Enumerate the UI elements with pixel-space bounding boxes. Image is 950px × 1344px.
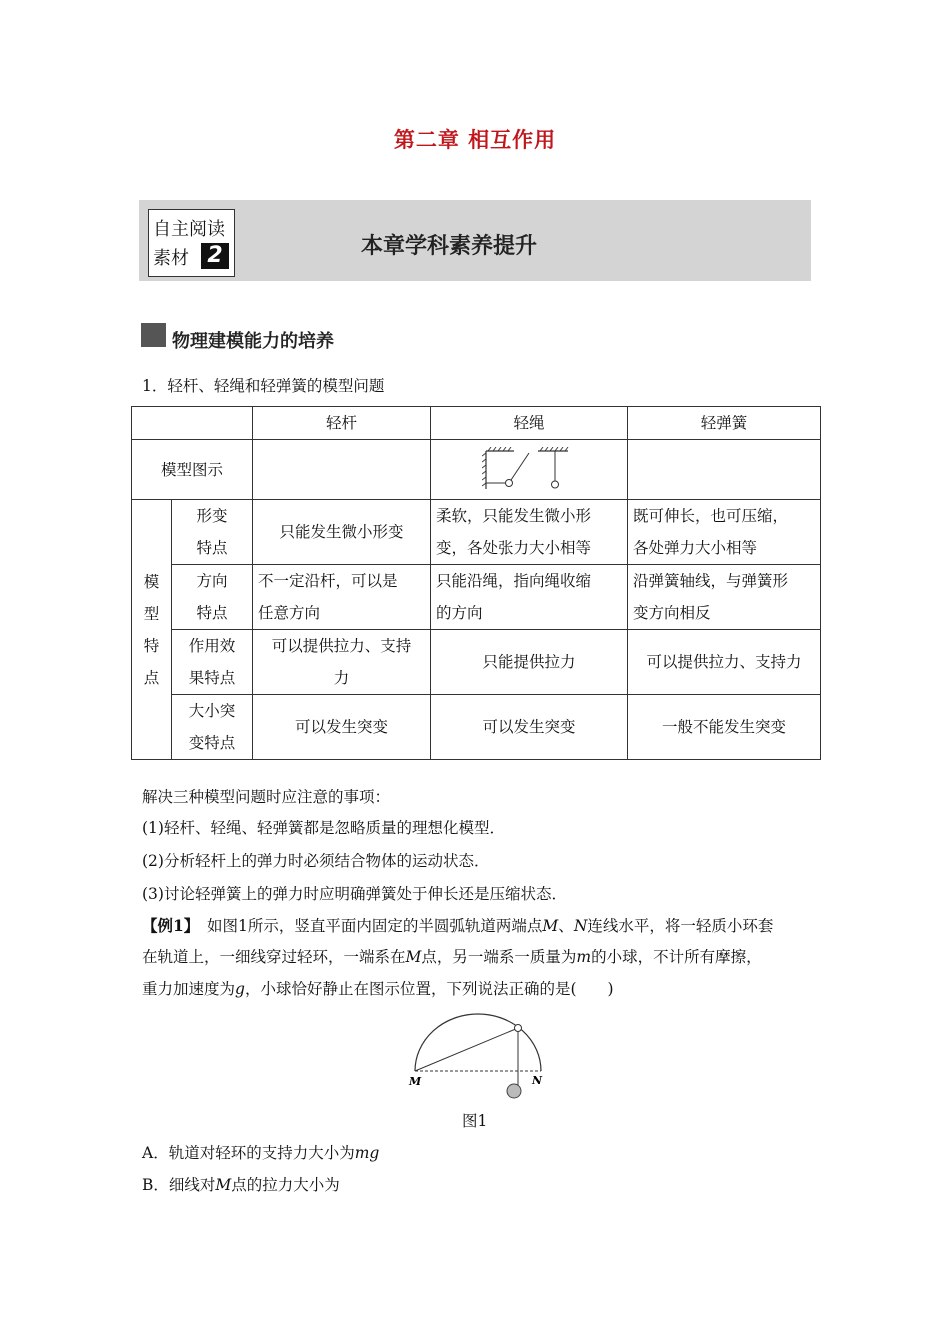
cell-line: 力 — [333, 669, 350, 687]
cell-line: 一般不能发生突变 — [661, 718, 786, 736]
note-item: (1)轻杆、轻绳、轻弹簧都是忽略质量的理想化模型． — [142, 819, 505, 837]
label-N: N — [532, 1074, 543, 1087]
semicircle-figure — [405, 1008, 555, 1103]
cell-line: 可以发生突变 — [294, 718, 388, 736]
row-label-line: 作用效 — [188, 637, 236, 655]
model-table — [131, 406, 821, 760]
figure-caption: 图1 — [462, 1112, 488, 1130]
table-cell — [431, 565, 628, 630]
var-m: m — [576, 948, 592, 966]
cell-line: 可以提供拉力、支持 — [271, 637, 412, 655]
table-cell — [253, 500, 431, 565]
note-item: (3)讨论轻弹簧上的弹力时应明确弹簧处于伸长还是压缩状态． — [142, 885, 567, 903]
badge-number: 2 — [201, 243, 229, 269]
cell-line: 不一定沿杆，可以是 — [258, 572, 398, 590]
badge-line2: 素材 — [153, 248, 189, 269]
group-label-char: 模 — [143, 572, 160, 591]
cell-line: 只能沿绳，指向绳收缩 — [436, 572, 592, 590]
example-line-3 — [142, 979, 614, 999]
option-a — [142, 1143, 379, 1163]
cell-line: 可以提供拉力、支持力 — [646, 653, 802, 671]
row-label-line: 形变 — [196, 507, 228, 525]
header-rope: 轻绳 — [431, 407, 628, 440]
example-text: 如图1所示，竖直平面内固定的半圆弧轨道两端点 — [191, 917, 543, 935]
example-line-2 — [142, 947, 762, 967]
example-line-1 — [142, 916, 773, 936]
group-label-char: 点 — [143, 668, 160, 687]
row-label-line: 大小突 — [188, 702, 236, 720]
reading-badge — [148, 209, 235, 277]
section-marker-icon — [141, 323, 166, 347]
label-M: M — [409, 1075, 422, 1088]
cell-line: 沿弹簧轴线，与弹簧形 — [633, 572, 789, 590]
diagram-row-label: 模型图示 — [132, 440, 253, 500]
row-label-line: 变特点 — [188, 734, 236, 752]
example-tag: 【例1】 — [142, 916, 192, 935]
cell-line: 任意方向 — [258, 604, 321, 622]
table-cell — [628, 630, 821, 695]
banner-title: 本章学科素养提升 — [361, 234, 538, 259]
var-N: N — [573, 917, 588, 935]
cell-line: 变，各处张力大小相等 — [436, 539, 592, 557]
row-label-line: 特点 — [196, 604, 228, 622]
chapter-title: 第二章 相互作用 — [393, 128, 557, 152]
table-corner-cell — [132, 407, 253, 440]
example-text: 点，另一端系一质量为 — [421, 948, 577, 966]
var-g: g — [235, 980, 245, 998]
row-label — [172, 565, 253, 630]
row-label-line: 果特点 — [188, 669, 236, 687]
table-cell — [431, 630, 628, 695]
header-spring: 轻弹簧 — [628, 407, 821, 440]
rope-diagram — [482, 447, 576, 493]
header-rod: 轻杆 — [253, 407, 431, 440]
diagram-cell-rod — [253, 440, 431, 500]
row-label — [172, 630, 253, 695]
example-text: 重力加速度为 — [142, 980, 236, 998]
option-text: B．细线对 — [142, 1176, 216, 1194]
cell-line: 既可伸长，也可压缩， — [633, 507, 789, 525]
cell-line: 柔软，只能发生微小形 — [436, 507, 592, 525]
var-M: M — [215, 1176, 232, 1194]
table-cell — [628, 500, 821, 565]
example-text: ，小球恰好静止在图示位置，下列说法正确的是( ) — [244, 980, 614, 998]
table-cell — [628, 695, 821, 760]
var-M: M — [405, 948, 422, 966]
cell-line: 只能提供拉力 — [482, 653, 576, 671]
table-cell — [253, 695, 431, 760]
notes-intro: 解决三种模型问题时应注意的事项： — [142, 788, 391, 806]
var-mg: mg — [354, 1144, 380, 1162]
row-label-line: 方向 — [196, 572, 228, 590]
section-title: 物理建模能力的培养 — [172, 331, 334, 352]
heading-1: 1．轻杆、轻绳和轻弹簧的模型问题 — [142, 377, 385, 395]
var-M: M — [542, 917, 559, 935]
table-cell — [253, 565, 431, 630]
option-b — [142, 1175, 340, 1195]
cell-line: 各处弹力大小相等 — [633, 539, 758, 557]
diagram-cell-rope — [431, 440, 628, 500]
example-text: 在轨道上，一细线穿过轻环，一端系在 — [142, 948, 406, 966]
note-item: (2)分析轻杆上的弹力时必须结合物体的运动状态． — [142, 852, 490, 870]
badge-line1: 自主阅读 — [153, 219, 225, 240]
cell-line: 变方向相反 — [633, 604, 711, 622]
group-label-char: 型 — [143, 604, 160, 623]
example-text: 的小球，不计所有摩擦， — [591, 948, 762, 966]
group-label-char: 特 — [143, 636, 160, 655]
table-cell — [431, 695, 628, 760]
table-cell — [253, 630, 431, 695]
table-cell — [628, 565, 821, 630]
option-text: A．轨道对轻环的支持力大小为 — [142, 1144, 355, 1162]
example-text: 连线水平，将一轻质小环套 — [587, 917, 774, 935]
example-text: 、 — [558, 917, 574, 935]
cell-line: 可以发生突变 — [482, 718, 576, 736]
group-label-cell — [132, 500, 172, 760]
diagram-cell-spring — [628, 440, 821, 500]
option-text: 点的拉力大小为 — [231, 1176, 340, 1194]
row-label — [172, 695, 253, 760]
row-label-line: 特点 — [196, 539, 228, 557]
row-label — [172, 500, 253, 565]
table-cell — [431, 500, 628, 565]
cell-line: 只能发生微小形变 — [279, 523, 404, 541]
cell-line: 的方向 — [436, 604, 483, 622]
